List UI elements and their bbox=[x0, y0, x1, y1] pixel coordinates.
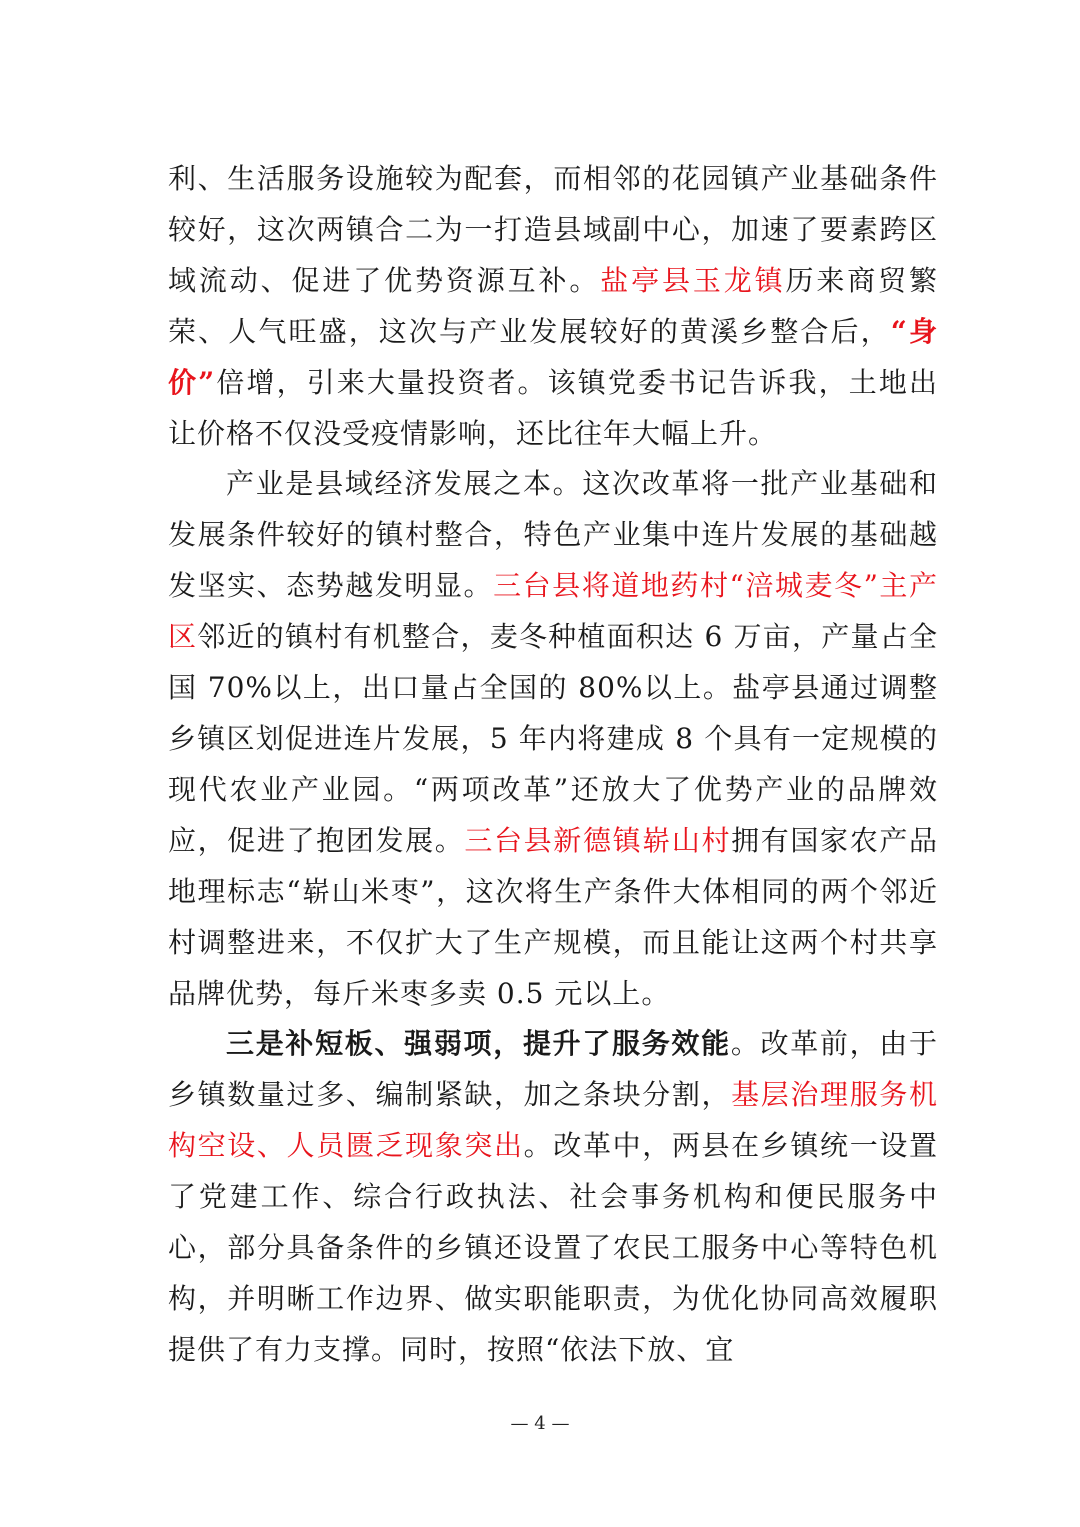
paragraph-3 bbox=[168, 1019, 938, 1375]
highlight-maidong-area: 三台县将道地药村“涪城麦冬”主产区 bbox=[168, 569, 938, 654]
text-segment: 历来商贸繁荣、人气旺盛，这次与产业发展较好的黄溪乡整合后， bbox=[168, 263, 938, 348]
highlight-zhanshan-village: 三台县新德镇崭山村 bbox=[464, 823, 732, 857]
document-body bbox=[168, 154, 938, 1376]
text-segment: 。改革中，两县在乡镇统一设置了党建工作、综合行政执法、社会事务机构和便民服务中心，部分具备条件的乡镇还设置了农民工服务中心等特色机构，并明晰工作边界、做实职能职责，为优化协同高效履职提供了有力支撑。同时，按照“依法下放、宜 bbox=[168, 1129, 938, 1366]
highlight-grassroots-issue: 基层治理服务机构空设、人员匮乏现象突出 bbox=[168, 1078, 938, 1163]
text-segment: 。改革前，由于乡镇数量过多、编制紧缺，加之条块分割， bbox=[168, 1027, 938, 1112]
section-heading-three: 三是补短板、强弱项，提升了服务效能 bbox=[226, 1027, 731, 1061]
paragraph-2 bbox=[168, 459, 938, 1019]
highlight-shenjia: “身价” bbox=[168, 314, 938, 399]
text-segment: 拥有国家农产品地理标志“崭山米枣”，这次将生产条件大体相同的两个邻近村调整进来，不仅扩大了生产规模，而且能让这两个村共享品牌优势，每斤米枣多卖 0.5 元以上。 bbox=[168, 823, 938, 1010]
text-segment: 产业是县域经济发展之本。这次改革将一批产业基础和发展条件较好的镇村整合，特色产业集中连片发展的基础越发坚实、态势越发明显。 bbox=[168, 467, 938, 603]
paragraph-1 bbox=[168, 154, 938, 459]
page-number: — 4 — bbox=[510, 1413, 570, 1434]
highlight-place-yulong: 盐亭县玉龙镇 bbox=[600, 263, 786, 297]
text-segment: 利、生活服务设施较为配套，而相邻的花园镇产业基础条件较好，这次两镇合二为一打造县域副中心，加速了要素跨区域流动、促进了优势资源互补。 bbox=[168, 162, 938, 297]
text-segment: 邻近的镇村有机整合，麦冬种植面积达 6 万亩，产量占全国 70%以上，出口量占全国的 80%以上。盐亭县通过调整乡镇区划促进连片发展，5 年内将建成 8 个具有一定规模的现代农业产业园。“两项改革”还放大了优势产业的品牌效应，促进了抱团发展。 bbox=[168, 620, 938, 857]
text-segment: 倍增，引来大量投资者。该镇党委书记告诉我，土地出让价格不仅没受疫情影响，还比往年大幅上升。 bbox=[168, 365, 938, 450]
